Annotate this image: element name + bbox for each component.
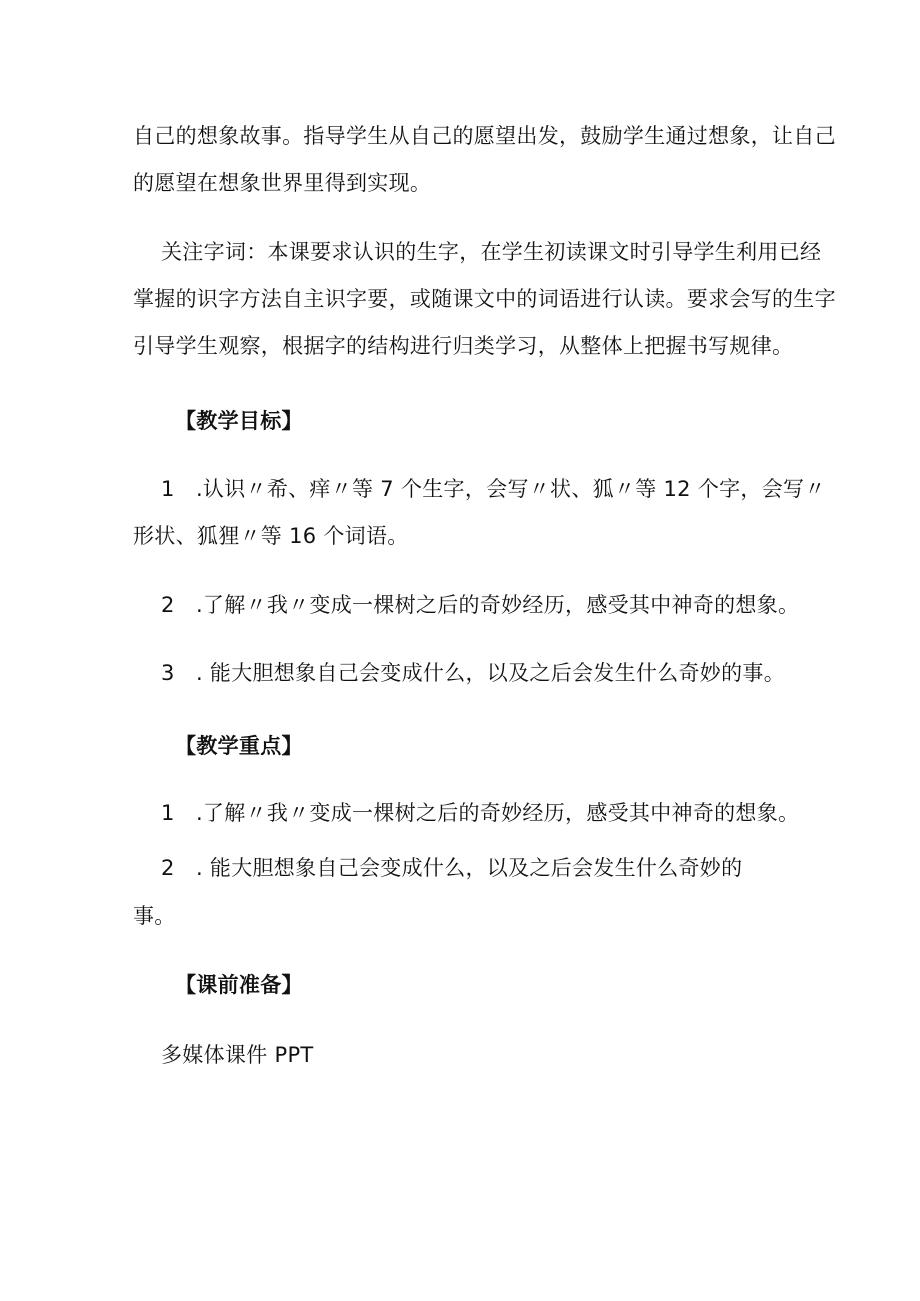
key-point-2-line-2: 事。 <box>133 904 176 928</box>
objectives-heading: 【教学目标】 <box>175 409 303 433</box>
objective-2: 2 .了解〃我〃变成一棵树之后的奇妙经历，感受其中神奇的想象。 <box>161 593 800 617</box>
focus-line-2: 掌握的识字方法自主识字要，或随课文中的词语进行认读。要求会写的生字 <box>133 287 836 311</box>
focus-line-3: 引导学生观察，根据字的结构进行归类学习，从整体上把握书写规律。 <box>133 334 794 358</box>
objective-1-line-1: 1 .认识〃希、痒〃等 7 个生字，会写〃状、狐〃等 12 个字，会写〃 <box>161 477 826 501</box>
intro-line-1: 自己的想象故事。指导学生从自己的愿望出发，鼓励学生通过想象，让自己 <box>133 124 836 148</box>
preparation-heading: 【课前准备】 <box>175 973 303 997</box>
intro-line-2: 的愿望在想象世界里得到实现。 <box>133 171 432 195</box>
focus-line-1: 关注字词：本课要求认识的生字，在学生初读课文时引导学生利用已经 <box>161 240 822 264</box>
key-point-1: 1 .了解〃我〃变成一棵树之后的奇妙经历，感受其中神奇的想象。 <box>161 801 800 825</box>
objective-1-line-2: 形状、狐狸〃等 16 个词语。 <box>133 524 409 548</box>
preparation-content: 多媒体课件 PPT <box>161 1043 314 1067</box>
key-point-2-line-1: 2 . 能大胆想象自己会变成什么，以及之后会发生什么奇妙的 <box>161 856 743 880</box>
objective-3: 3 . 能大胆想象自己会变成什么，以及之后会发生什么奇妙的事。 <box>161 661 786 685</box>
key-points-heading: 【教学重点】 <box>175 734 303 758</box>
